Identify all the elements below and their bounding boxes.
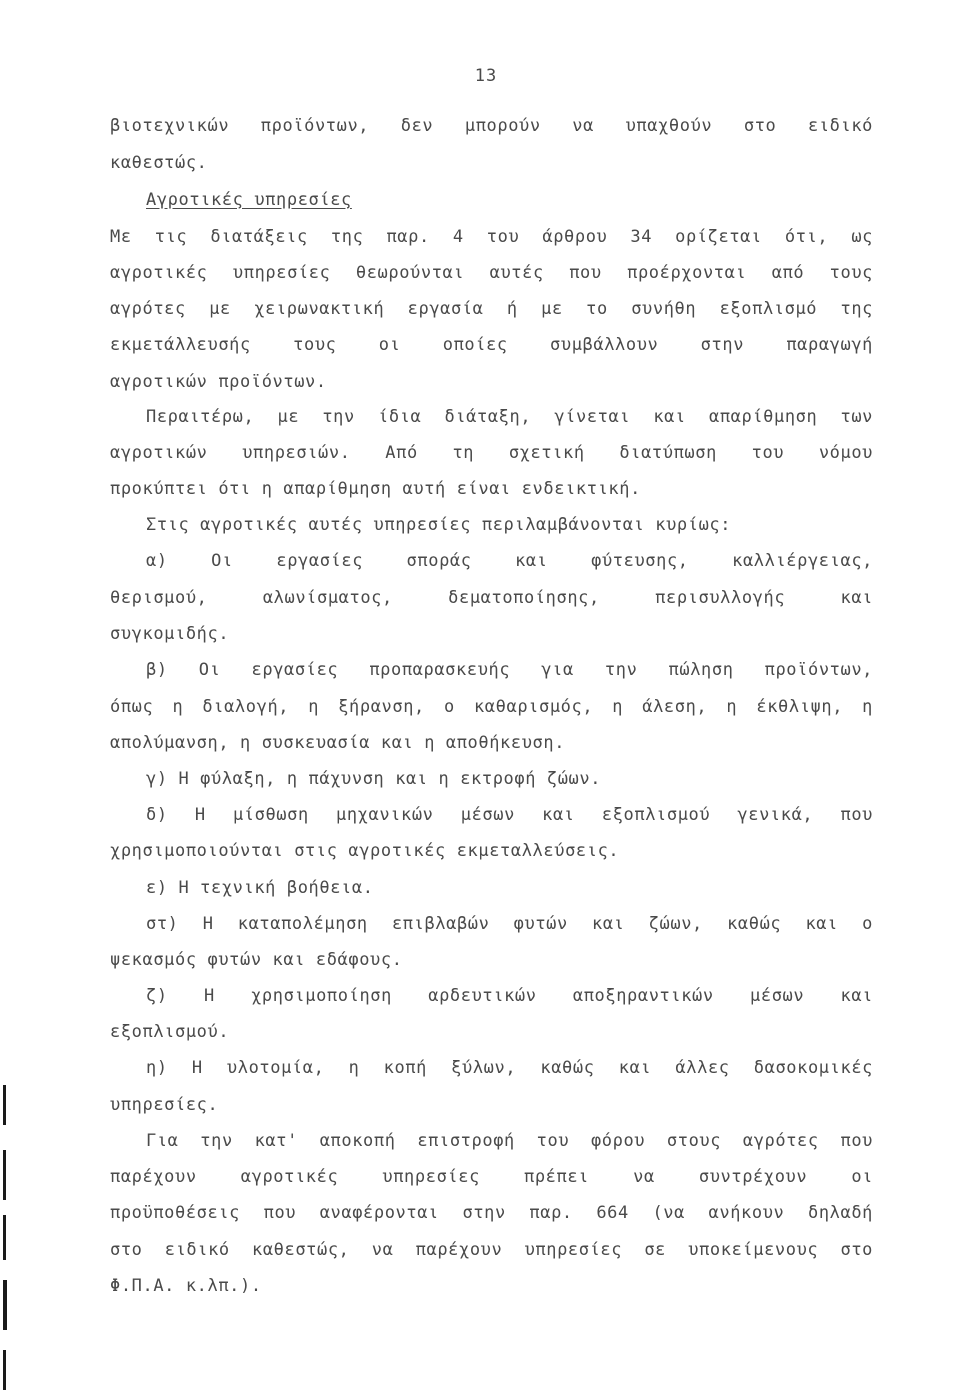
list-item: ε) Η τεχνική βοήθεια. xyxy=(146,878,374,898)
text-line: αγροτικές υπηρεσίες θεωρούνται αυτές που προέρχονται από τους xyxy=(110,263,873,283)
scan-margin-mark xyxy=(3,1150,6,1200)
list-item: στ) Η καταπολέμηση επιβλαβών φυτών και ζώων, καθώς και ο xyxy=(146,914,873,934)
text-line: προκύπτει ότι η απαρίθμηση αυτή είναι ενδεικτική. xyxy=(110,479,641,499)
section-heading: Αγροτικές υπηρεσίες xyxy=(146,190,352,210)
text-line: χρησιμοποιούνται στις αγροτικές εκμεταλλεύσεις. xyxy=(110,841,620,861)
list-item: γ) Η φύλαξη, η πάχυνση και η εκτροφή ζώων. xyxy=(146,769,602,789)
text-line: εκμετάλλευσής τους οι οποίες συμβάλλουν στην παραγωγή xyxy=(110,335,873,355)
text-line: Περαιτέρω, με την ίδια διάταξη, γίνεται και απαρίθμηση των xyxy=(146,407,873,427)
text-line: Στις αγροτικές αυτές υπηρεσίες περιλαμβάνονται κυρίως: xyxy=(146,515,732,535)
text-line: παρέχουν αγροτικές υπηρεσίες πρέπει να συντρέχουν οι xyxy=(110,1167,873,1187)
list-item: η) Η υλοτομία, η κοπή ξύλων, καθώς και άλλες δασοκομικές xyxy=(146,1058,873,1078)
scan-margin-mark xyxy=(3,1215,6,1260)
list-item: β) Οι εργασίες προπαρασκευής για την πώληση προϊόντων, xyxy=(146,660,873,680)
text-line: απολύμανση, η συσκευασία και η αποθήκευση. xyxy=(110,733,566,753)
text-line: συγκομιδής. xyxy=(110,624,230,644)
text-line: Φ.Π.Α. κ.λπ.). xyxy=(110,1276,262,1296)
text-line: στο ειδικό καθεστώς, να παρέχουν υπηρεσίες σε υποκείμενους στο xyxy=(110,1240,873,1260)
text-line: αγροτικών προϊόντων. xyxy=(110,372,327,392)
text-line: αγρότες με χειρωνακτική εργασία ή με το συνήθη εξοπλισμό της xyxy=(110,299,873,319)
scan-margin-mark xyxy=(3,1085,6,1125)
scan-margin-mark xyxy=(3,1280,7,1330)
scan-margin-mark xyxy=(3,1350,6,1390)
text-line: καθεστώς. xyxy=(110,153,208,173)
list-item: δ) Η μίσθωση μηχανικών μέσων και εξοπλισμού γενικά, που xyxy=(146,805,873,825)
list-item: α) Οι εργασίες σποράς και φύτευσης, καλλιέργειας, xyxy=(146,551,873,571)
text-line: Με τις διατάξεις της παρ. 4 του άρθρου 34 ορίζεται ότι, ως xyxy=(110,227,873,247)
text-line: υπηρεσίες. xyxy=(110,1095,219,1115)
text-line: Για την κατ' αποκοπή επιστροφή του φόρου στους αγρότες που xyxy=(146,1131,873,1151)
text-line: προϋποθέσεις που αναφέρονται στην παρ. 664 (να ανήκουν δηλαδή xyxy=(110,1203,873,1223)
text-line: εξοπλισμού. xyxy=(110,1022,230,1042)
list-item: ζ) Η χρησιμοποίηση αρδευτικών αποξηραντικών μέσων και xyxy=(146,986,873,1006)
text-line: βιοτεχνικών προϊόντων, δεν μπορούν να υπαχθούν στο ειδικό xyxy=(110,116,873,136)
page-number: 13 xyxy=(474,66,498,86)
text-line: όπως η διαλογή, η ξήρανση, ο καθαρισμός, η άλεση, η έκθλιψη, η xyxy=(110,697,873,717)
text-line: αγροτικών υπηρεσιών. Από τη σχετική διατύπωση του νόμου xyxy=(110,443,873,463)
text-line: θερισμού, αλωνίσματος, δεματοποίησης, περισυλλογής και xyxy=(110,588,873,608)
text-line: ψεκασμός φυτών και εδάφους. xyxy=(110,950,403,970)
